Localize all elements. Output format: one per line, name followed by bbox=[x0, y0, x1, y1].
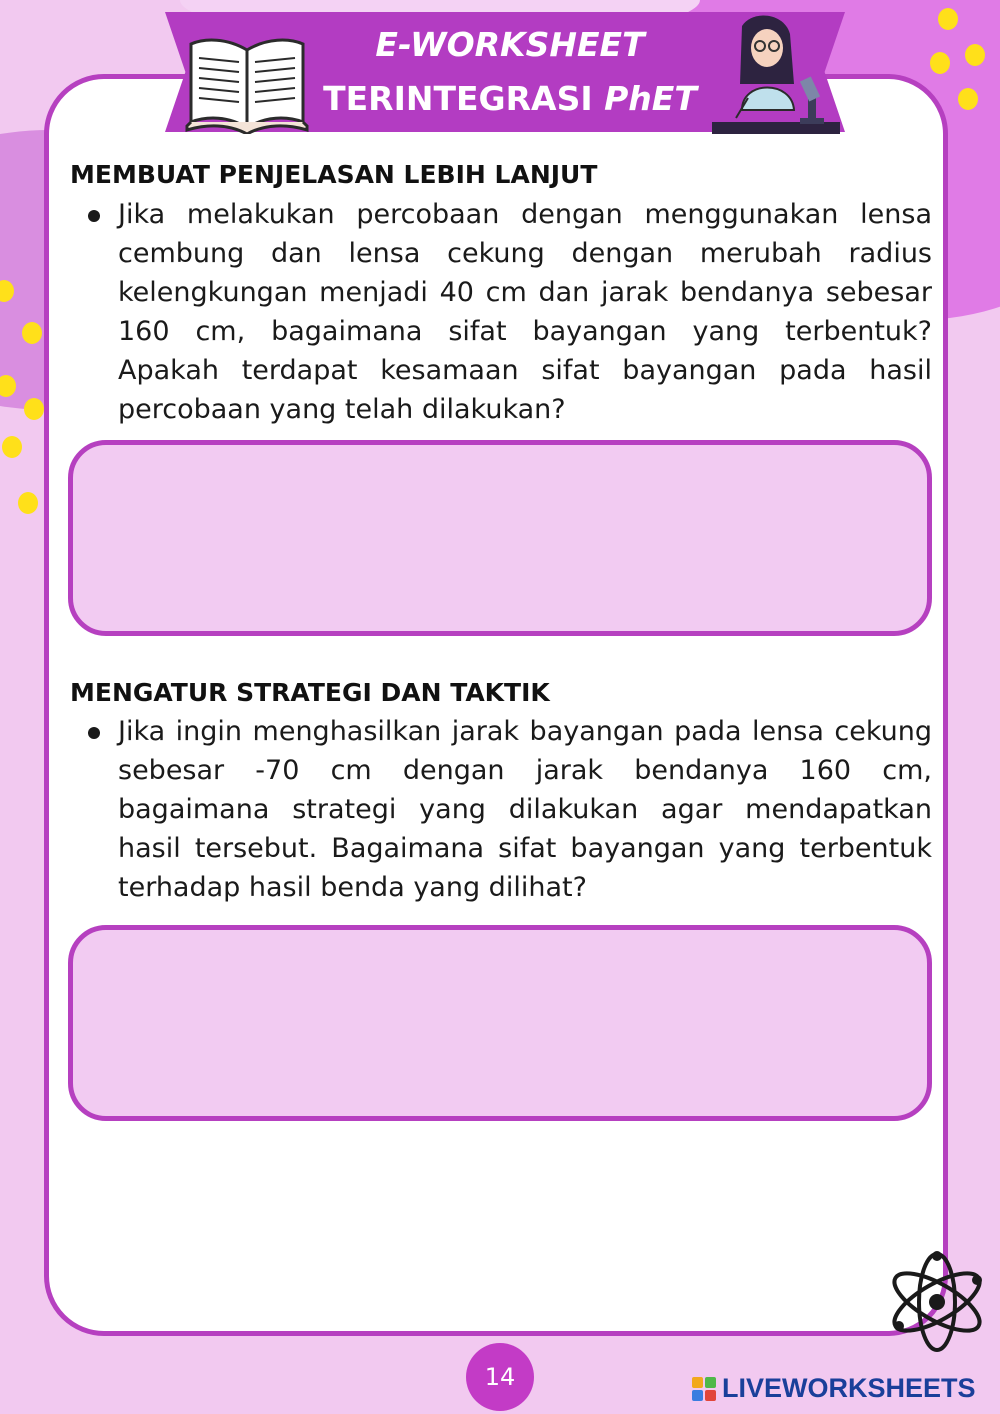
section-heading: MEMBUAT PENJELASAN LEBIH LANJUT bbox=[70, 160, 598, 189]
decor-dot bbox=[938, 8, 958, 30]
atom-icon bbox=[885, 1240, 989, 1360]
open-book-icon bbox=[183, 30, 311, 134]
title-prefix: TERINTEGRASI bbox=[323, 79, 593, 118]
answer-box[interactable] bbox=[68, 925, 932, 1121]
title-line-1: E-WORKSHEET bbox=[375, 25, 645, 64]
answer-box[interactable] bbox=[68, 440, 932, 636]
scientist-illustration bbox=[712, 14, 840, 134]
page-number: 14 bbox=[466, 1343, 534, 1411]
title-line-2 bbox=[300, 72, 720, 126]
decor-dot bbox=[22, 322, 42, 344]
decor-dot bbox=[930, 52, 950, 74]
title-phet: PhET bbox=[604, 79, 697, 118]
liveworksheets-logo[interactable] bbox=[692, 1373, 976, 1404]
decor-dot bbox=[24, 398, 44, 420]
section-heading: MENGATUR STRATEGI DAN TAKTIK bbox=[70, 678, 550, 707]
decor-dot bbox=[965, 44, 985, 66]
decor-dot bbox=[18, 492, 38, 514]
question-text: Jika melakukan percobaan dengan menggunakan lensa cembung dan lensa cekung dengan merubah radius kelengkungan menjadi 40 cm dan jarak bendanya sebesar 160 cm, bagaimana sifat bayangan yang terbentuk? Apakah terdapat kesamaan sifat bayangan pada hasil percobaan yang telah dilakukan? bbox=[118, 199, 932, 425]
bullet-icon bbox=[88, 210, 100, 222]
bullet-icon bbox=[88, 727, 100, 739]
decor-dot bbox=[2, 436, 22, 458]
liveworksheets-logo-icon bbox=[692, 1377, 716, 1401]
page-title bbox=[300, 18, 720, 126]
brand-text: LIVEWORKSHEETS bbox=[722, 1373, 976, 1403]
decor-dot bbox=[958, 88, 978, 110]
question-text: Jika ingin menghasilkan jarak bayangan pada lensa cekung sebesar -70 cm dengan jarak bendanya 160 cm, bagaimana strategi yang dilakukan agar mendapatkan hasil tersebut. Bagaimana sifat bayangan yang terbentuk terhadap hasil benda yang dilihat? bbox=[118, 716, 932, 903]
